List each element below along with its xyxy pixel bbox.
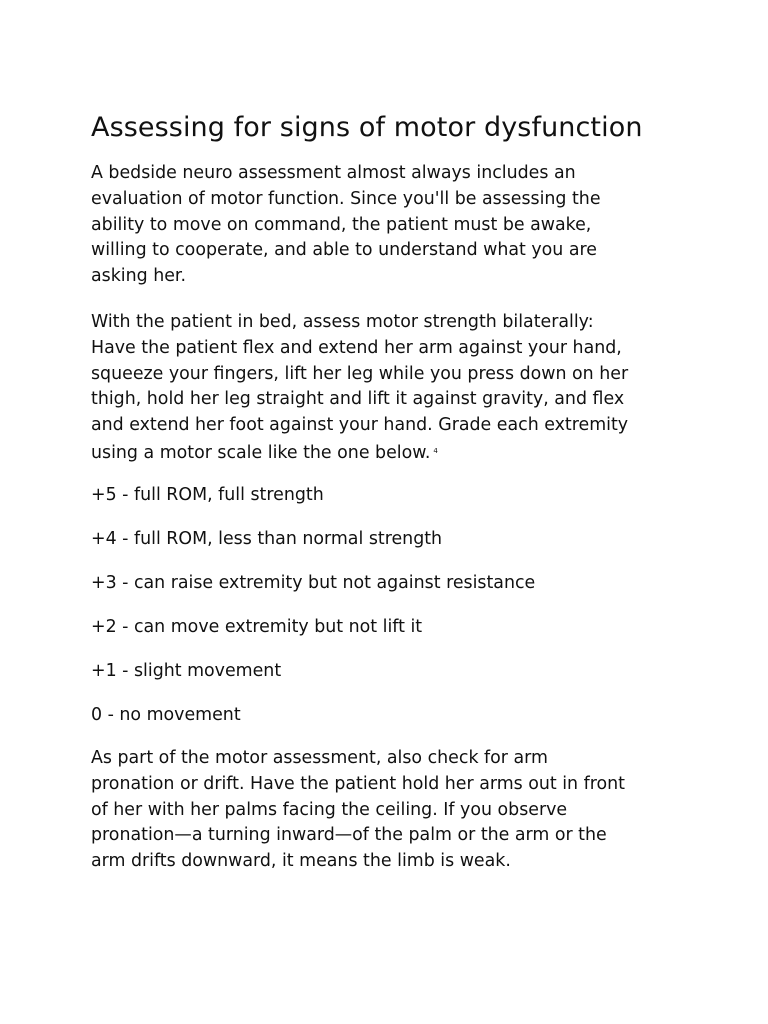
paragraph-line: and extend her foot against your hand. Grade each extremity [91,415,629,436]
motor-scale-item: +5 - full ROM, full strength [91,485,324,505]
motor-scale-item: 0 - no movement [91,705,241,725]
paragraph-line: evaluation of motor function. Since you'll be assessing the [91,188,601,209]
paragraph-line: ability to move on command, the patient must be awake, [91,214,592,235]
paragraph-line: squeeze your fingers, lift her leg while you press down on her [91,363,629,384]
motor-scale-item: +4 - full ROM, less than normal strength [91,529,443,549]
paragraph-line: arm drifts downward, it means the limb is weak. [91,851,511,872]
paragraph-line-text: using a motor scale like the one below. [91,442,431,463]
motor-scale-item: +3 - can raise extremity but not against resistance [91,573,536,593]
paragraph-line: willing to cooperate, and able to understand what you are [91,240,597,261]
paragraph-line: A bedside neuro assessment almost always includes an [91,163,576,183]
paragraph-line: As part of the motor assessment, also check for arm [91,748,548,768]
paragraph-intro [91,161,601,290]
paragraph-line: pronation—a turning inward—of the palm or the arm or the [91,825,607,846]
page-title: Assessing for signs of motor dysfunction [91,112,643,143]
paragraph-motor-strength [91,310,628,467]
motor-scale-item: +1 - slight movement [91,661,282,681]
paragraph-line: asking her. [91,266,187,287]
paragraph-line: of her with her palms facing the ceiling. If you observe [91,799,568,820]
paragraph-line: pronation or drift. Have the patient hold her arms out in front [91,773,625,794]
paragraph-line: Have the patient flex and extend her arm against your hand, [91,337,622,358]
footnote-marker: 4 [433,446,438,455]
motor-scale-item: +2 - can move extremity but not lift it [91,617,423,637]
paragraph-drift [91,746,625,875]
paragraph-line: thigh, hold her leg straight and lift it against gravity, and flex [91,389,625,410]
paragraph-line: With the patient in bed, assess motor strength bilaterally: [91,312,594,332]
paragraph-line-last [91,439,628,467]
